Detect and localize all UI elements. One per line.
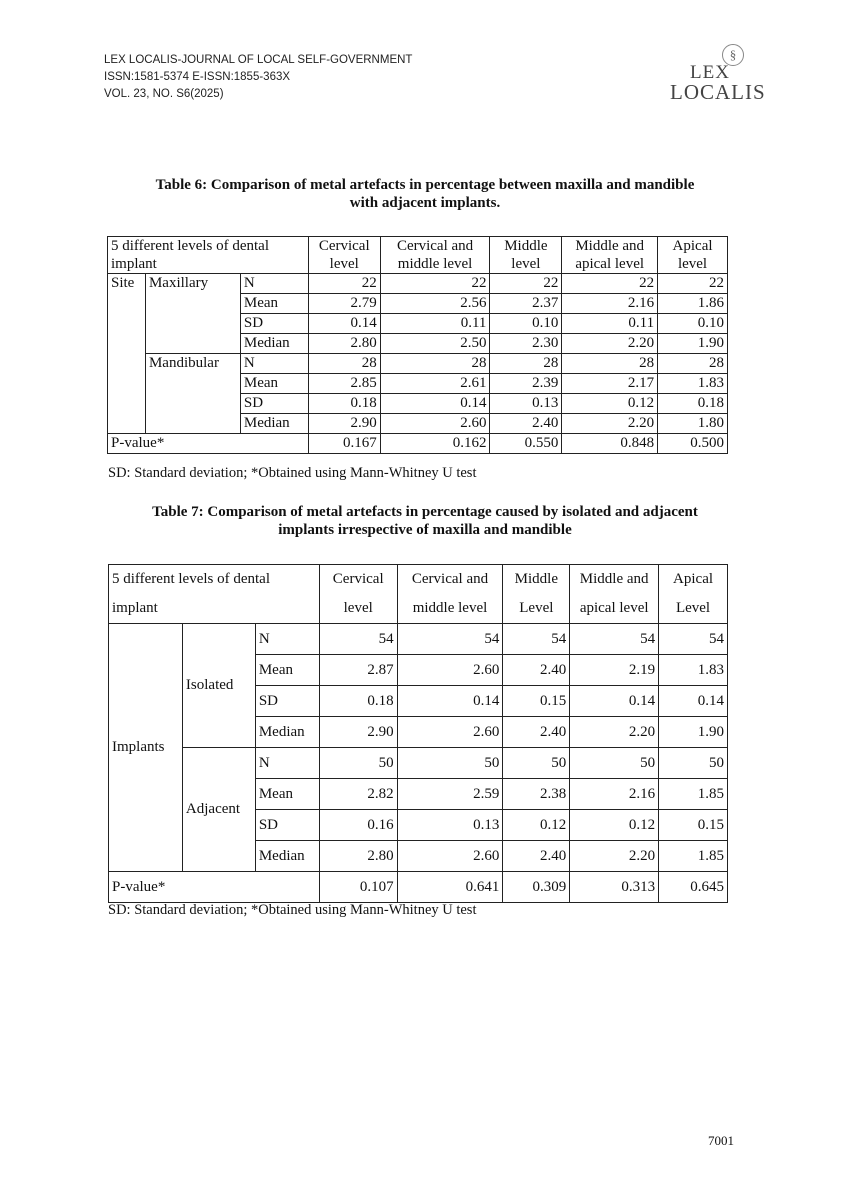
journal-volume: VOL. 23, NO. S6(2025): [104, 88, 224, 100]
table-cell: 2.20: [570, 841, 659, 872]
stat-label: N: [240, 354, 308, 374]
table-cell: 22: [490, 274, 562, 294]
table-cell: 1.90: [659, 717, 728, 748]
table-cell: 2.60: [380, 414, 490, 434]
table-cell: 2.80: [308, 334, 380, 354]
pvalue-row: [108, 434, 728, 454]
group-label: Isolated: [182, 624, 255, 748]
table6-footnote: SD: Standard deviation; *Obtained using Mann-Whitney U test: [108, 465, 477, 481]
table6-caption: [100, 176, 750, 212]
table-cell: 1.86: [658, 294, 728, 314]
table-cell: 0.18: [319, 686, 397, 717]
table-cell: 28: [658, 354, 728, 374]
table-cell: 50: [570, 748, 659, 779]
table-cell: 54: [659, 624, 728, 655]
table-cell: 28: [490, 354, 562, 374]
stat-label: SD: [255, 810, 319, 841]
section-seal-icon: §: [722, 44, 744, 66]
table-cell: 0.12: [562, 394, 658, 414]
stat-label: Mean: [240, 374, 308, 394]
col-header-line1: Cervical and: [396, 238, 474, 254]
table-cell: 22: [658, 274, 728, 294]
pvalue-cell: 0.309: [503, 872, 570, 903]
pvalue-cell: 0.162: [380, 434, 490, 454]
col-header-line1: Middle: [504, 238, 548, 254]
table-cell: 2.17: [562, 374, 658, 394]
col-header-line1: Cervical: [332, 571, 384, 587]
stat-label: Median: [240, 414, 308, 434]
table-cell: 2.87: [319, 655, 397, 686]
table-cell: 0.11: [380, 314, 490, 334]
table-cell: 2.90: [308, 414, 380, 434]
table-cell: 2.85: [308, 374, 380, 394]
table-cell: 2.37: [490, 294, 562, 314]
table-cell: 0.15: [503, 686, 570, 717]
table-cell: 2.19: [570, 655, 659, 686]
stat-label: Median: [240, 334, 308, 354]
table-cell: 0.12: [503, 810, 570, 841]
table-cell: 2.60: [397, 655, 503, 686]
table-cell: 0.14: [659, 686, 728, 717]
stat-label: Median: [255, 841, 319, 872]
table-cell: 2.79: [308, 294, 380, 314]
table6-header-label-line1: 5 different levels of dental: [111, 238, 269, 254]
stat-label: SD: [240, 394, 308, 414]
table-cell: 54: [503, 624, 570, 655]
table-cell: 50: [659, 748, 728, 779]
col-header-line2: level: [511, 256, 541, 272]
stat-label: SD: [255, 686, 319, 717]
table7: [108, 564, 728, 903]
pvalue-row: [109, 872, 728, 903]
table7-col-header: [659, 565, 728, 624]
table-cell: 2.40: [503, 655, 570, 686]
table-row: [108, 274, 728, 294]
table7-header-label: [109, 565, 320, 624]
col-header-line2: level: [677, 256, 708, 272]
lex-localis-logo: [660, 42, 770, 110]
table-cell: 1.83: [659, 655, 728, 686]
table-cell: 0.18: [658, 394, 728, 414]
logo-text-lex: LEX: [690, 62, 730, 83]
table7-col-header: [503, 565, 570, 624]
table-cell: 1.83: [658, 374, 728, 394]
table7-header-row: [109, 565, 728, 624]
table-cell: 1.90: [658, 334, 728, 354]
table6-col-header: [490, 237, 562, 274]
pvalue-cell: 0.550: [490, 434, 562, 454]
table6-header-label: [108, 237, 309, 274]
stat-label: N: [255, 624, 319, 655]
table7-header-label-line2: implant: [112, 600, 158, 616]
table6-header-row: [108, 237, 728, 274]
table-cell: 2.90: [319, 717, 397, 748]
group-label: Adjacent: [182, 748, 255, 872]
table-cell: 0.14: [570, 686, 659, 717]
table7-col-header: [397, 565, 503, 624]
table-cell: 2.60: [397, 717, 503, 748]
table-cell: 0.13: [397, 810, 503, 841]
stat-label: Mean: [255, 655, 319, 686]
group-label: Maxillary: [145, 274, 240, 354]
table-cell: 2.50: [380, 334, 490, 354]
pvalue-label: P-value*: [108, 434, 309, 454]
col-header-line1: Middle: [514, 571, 558, 587]
pvalue-cell: 0.641: [397, 872, 503, 903]
pvalue-cell: 0.645: [659, 872, 728, 903]
table-cell: 2.40: [503, 717, 570, 748]
table-cell: 2.82: [319, 779, 397, 810]
table7-caption: [100, 503, 750, 539]
pvalue-cell: 0.500: [658, 434, 728, 454]
table7-header-label-line1: 5 different levels of dental: [112, 571, 270, 587]
table-cell: 0.10: [490, 314, 562, 334]
col-header-line2: Level: [519, 600, 554, 616]
table-cell: 2.56: [380, 294, 490, 314]
table-cell: 2.40: [490, 414, 562, 434]
col-header-line1: Apical: [673, 571, 714, 587]
stat-label: N: [255, 748, 319, 779]
table7-col-header: [570, 565, 659, 624]
table-row: [109, 624, 728, 655]
stat-label: SD: [240, 314, 308, 334]
site-label: Site: [108, 274, 146, 434]
table-cell: 2.39: [490, 374, 562, 394]
stat-label: N: [240, 274, 308, 294]
table7-footnote: SD: Standard deviation; *Obtained using Mann-Whitney U test: [108, 902, 477, 918]
table-cell: 0.11: [562, 314, 658, 334]
table-row: [109, 748, 728, 779]
table6-col-header: [380, 237, 490, 274]
col-header-line2: apical level: [575, 256, 645, 272]
table-cell: 54: [319, 624, 397, 655]
col-header-line2: middle level: [397, 256, 473, 272]
stat-label: Median: [255, 717, 319, 748]
table-cell: 50: [503, 748, 570, 779]
col-header-line2: apical level: [579, 600, 649, 616]
table6: [107, 236, 728, 454]
page-number: 7001: [708, 1133, 734, 1148]
col-header-line1: Middle and: [579, 571, 649, 587]
table-cell: 0.14: [380, 394, 490, 414]
table-cell: 2.61: [380, 374, 490, 394]
journal-issn: ISSN:1581-5374 E-ISSN:1855-363X: [104, 71, 291, 83]
stat-label: Mean: [240, 294, 308, 314]
table-cell: 2.40: [503, 841, 570, 872]
table-cell: 2.20: [562, 414, 658, 434]
table7-col-header: [319, 565, 397, 624]
table-cell: 22: [562, 274, 658, 294]
pvalue-cell: 0.107: [319, 872, 397, 903]
col-header-line2: middle level: [412, 600, 488, 616]
table-cell: 2.20: [570, 717, 659, 748]
table-cell: 2.16: [562, 294, 658, 314]
stat-label: Mean: [255, 779, 319, 810]
col-header-line1: Cervical and: [411, 571, 489, 587]
implants-label: Implants: [109, 624, 183, 872]
table-cell: 0.14: [308, 314, 380, 334]
table-cell: 0.18: [308, 394, 380, 414]
col-header-line2: level: [329, 256, 359, 272]
table-cell: 1.80: [658, 414, 728, 434]
table7-caption-line1: Table 7: Comparison of metal artefacts in percentage caused by isolated and adjacent: [152, 504, 698, 520]
table-cell: 28: [380, 354, 490, 374]
pvalue-cell: 0.313: [570, 872, 659, 903]
table-cell: 0.13: [490, 394, 562, 414]
table-cell: 2.20: [562, 334, 658, 354]
table-row: [108, 354, 728, 374]
table-cell: 22: [308, 274, 380, 294]
col-header-line1: Apical: [672, 238, 713, 254]
table-cell: 28: [562, 354, 658, 374]
table6-col-header: [562, 237, 658, 274]
table-cell: 0.14: [397, 686, 503, 717]
table-cell: 0.15: [659, 810, 728, 841]
table-cell: 22: [380, 274, 490, 294]
table-cell: 2.38: [503, 779, 570, 810]
table-cell: 50: [397, 748, 503, 779]
col-header-line2: level: [343, 600, 373, 616]
table-cell: 50: [319, 748, 397, 779]
table-cell: 2.60: [397, 841, 503, 872]
col-header-line1: Middle and: [575, 238, 645, 254]
table7-caption-line2: implants irrespective of maxilla and mandible: [278, 522, 572, 538]
table-cell: 54: [397, 624, 503, 655]
table-cell: 2.16: [570, 779, 659, 810]
table6-caption-line2: with adjacent implants.: [349, 195, 501, 211]
table-cell: 0.10: [658, 314, 728, 334]
table-cell: 2.30: [490, 334, 562, 354]
pvalue-cell: 0.848: [562, 434, 658, 454]
col-header-line2: Level: [675, 600, 711, 616]
table6-col-header: [308, 237, 380, 274]
table-cell: 2.59: [397, 779, 503, 810]
pvalue-label: P-value*: [109, 872, 320, 903]
table6-col-header: [658, 237, 728, 274]
journal-name: LEX LOCALIS-JOURNAL OF LOCAL SELF-GOVERNMENT: [104, 54, 413, 66]
table-cell: 28: [308, 354, 380, 374]
table6-header-label-line2: implant: [111, 256, 157, 272]
table-cell: 1.85: [659, 841, 728, 872]
journal-header: [104, 52, 412, 103]
table-cell: 1.85: [659, 779, 728, 810]
table-cell: 0.12: [570, 810, 659, 841]
table6-caption-line1: Table 6: Comparison of metal artefacts in percentage between maxilla and mandible: [155, 177, 695, 193]
col-header-line1: Cervical: [318, 238, 370, 254]
pvalue-cell: 0.167: [308, 434, 380, 454]
table-cell: 0.16: [319, 810, 397, 841]
table-cell: 2.80: [319, 841, 397, 872]
group-label: Mandibular: [145, 354, 240, 434]
logo-text-localis: LOCALIS: [670, 80, 766, 104]
table-cell: 54: [570, 624, 659, 655]
